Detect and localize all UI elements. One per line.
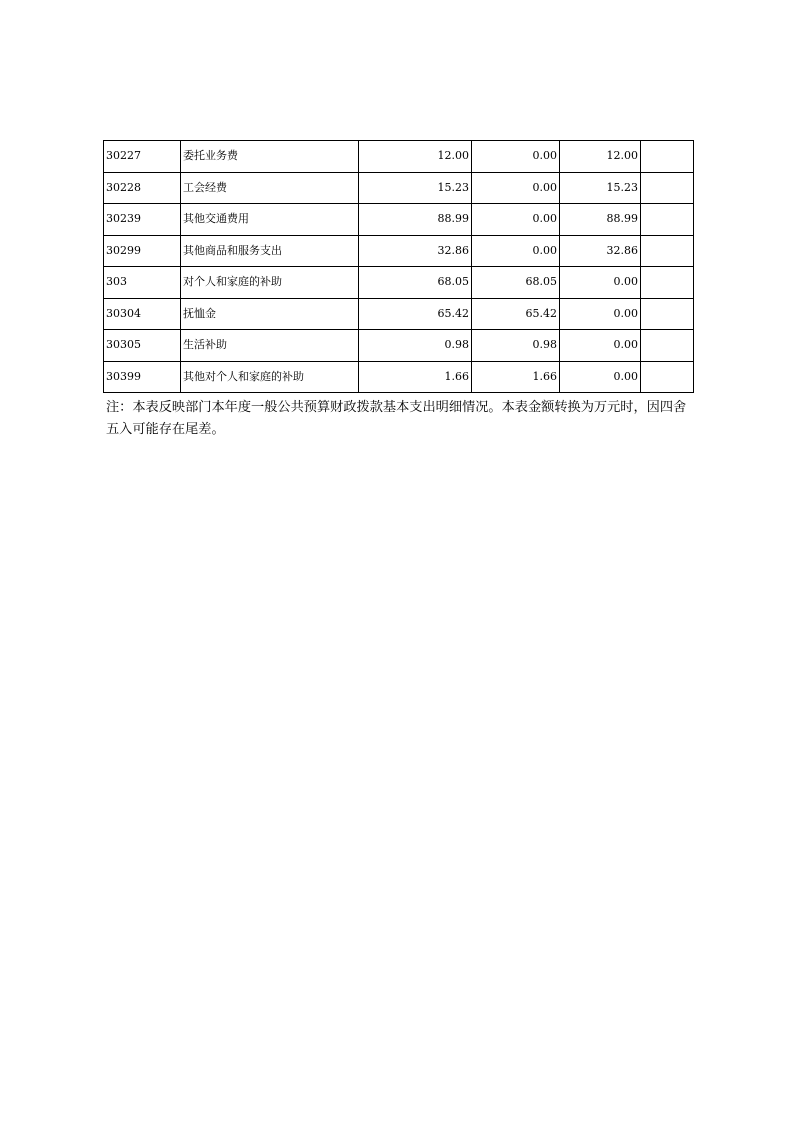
table-footnote: 注：本表反映部门本年度一般公共预算财政拨款基本支出明细情况。本表金额转换为万元时，因四舍五入可能存在尾差。: [106, 400, 687, 437]
extra-cell: [641, 267, 694, 299]
personnel-amount: 1.66: [472, 361, 560, 393]
table-row: [104, 298, 694, 330]
public-amount: 88.99: [560, 204, 641, 236]
personnel-amount: 0.98: [472, 330, 560, 362]
public-amount: 32.86: [560, 235, 641, 267]
subject-name: 其他对个人和家庭的补助: [181, 361, 359, 393]
total-amount: 0.98: [359, 330, 472, 362]
public-amount: 0.00: [560, 361, 641, 393]
table-row: [104, 267, 694, 299]
table-row: [104, 141, 694, 173]
budget-detail-table: [103, 140, 694, 393]
total-amount: 65.42: [359, 298, 472, 330]
total-amount: 15.23: [359, 172, 472, 204]
public-amount: 0.00: [560, 267, 641, 299]
subject-name: 抚恤金: [181, 298, 359, 330]
table-row: [104, 172, 694, 204]
extra-cell: [641, 298, 694, 330]
subject-name: 其他商品和服务支出: [181, 235, 359, 267]
subject-code: 303: [104, 267, 181, 299]
extra-cell: [641, 172, 694, 204]
public-amount: 0.00: [560, 298, 641, 330]
subject-name: 对个人和家庭的补助: [181, 267, 359, 299]
extra-cell: [641, 204, 694, 236]
total-amount: 88.99: [359, 204, 472, 236]
subject-name: 其他交通费用: [181, 204, 359, 236]
total-amount: 12.00: [359, 141, 472, 173]
table-row: [104, 204, 694, 236]
extra-cell: [641, 361, 694, 393]
subject-code: 30305: [104, 330, 181, 362]
public-amount: 0.00: [560, 330, 641, 362]
table-row: [104, 330, 694, 362]
personnel-amount: 65.42: [472, 298, 560, 330]
subject-name: 工会经费: [181, 172, 359, 204]
subject-code: 30239: [104, 204, 181, 236]
personnel-amount: 0.00: [472, 141, 560, 173]
public-amount: 15.23: [560, 172, 641, 204]
table-row: [104, 235, 694, 267]
personnel-amount: 68.05: [472, 267, 560, 299]
personnel-amount: 0.00: [472, 204, 560, 236]
subject-code: 30227: [104, 141, 181, 173]
subject-code: 30399: [104, 361, 181, 393]
personnel-amount: 0.00: [472, 172, 560, 204]
table-row: [104, 361, 694, 393]
subject-name: 生活补助: [181, 330, 359, 362]
total-amount: 1.66: [359, 361, 472, 393]
total-amount: 32.86: [359, 235, 472, 267]
subject-code: 30299: [104, 235, 181, 267]
total-amount: 68.05: [359, 267, 472, 299]
extra-cell: [641, 330, 694, 362]
extra-cell: [641, 235, 694, 267]
extra-cell: [641, 141, 694, 173]
subject-code: 30228: [104, 172, 181, 204]
subject-code: 30304: [104, 298, 181, 330]
public-amount: 12.00: [560, 141, 641, 173]
personnel-amount: 0.00: [472, 235, 560, 267]
subject-name: 委托业务费: [181, 141, 359, 173]
